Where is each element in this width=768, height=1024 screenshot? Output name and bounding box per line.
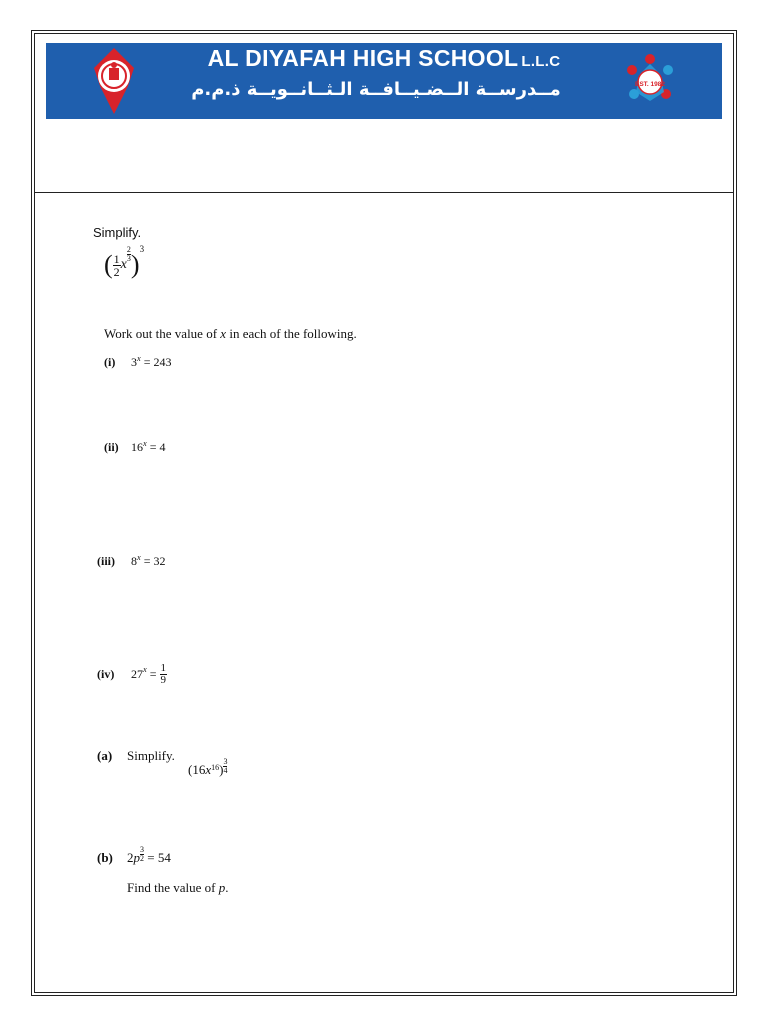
q1-prompt: Simplify. — [93, 225, 142, 240]
school-banner — [46, 43, 722, 119]
q3a-expression: $(16x^{16})$ $\frac{3}{4}$ — [188, 757, 228, 777]
header-divider — [34, 192, 734, 193]
school-name-english: AL DIYAFAH HIGH SCHOOL L.L.C — [207, 45, 561, 71]
q3b-instruction: Find the value of p. — [127, 880, 229, 895]
anniversary-logo — [620, 46, 680, 116]
q3b-equation: (b) 2p $\frac{3}{2}$ = 54 — [97, 845, 171, 865]
page-border-inner — [34, 33, 734, 993]
q2-part-iii: (iii) 8$^x$ = 32 — [97, 553, 166, 568]
q1-expression: ( $\frac{1}{2}$ x $\frac{2}{3}$ )$^3$ — [104, 244, 145, 279]
q2-part-i: (i) 3$^x$ = 243 — [104, 354, 172, 369]
est-badge: EST. 1982 — [635, 81, 665, 88]
school-crest-logo — [84, 46, 144, 116]
school-name-arabic: مــدرســة الــضـيــافــة الـثــانــويــة ذ.م.م — [191, 79, 561, 100]
q2-part-ii: (ii) 16$^x$ = 4 — [104, 439, 166, 454]
q3a-prompt: (a) Simplify. — [97, 748, 175, 763]
q2-part-iv: (iv) 27$^x$ = $\frac{1}{9}$ — [97, 662, 166, 686]
q2-instructions: Work out the value of x in each of the following. — [104, 326, 357, 341]
